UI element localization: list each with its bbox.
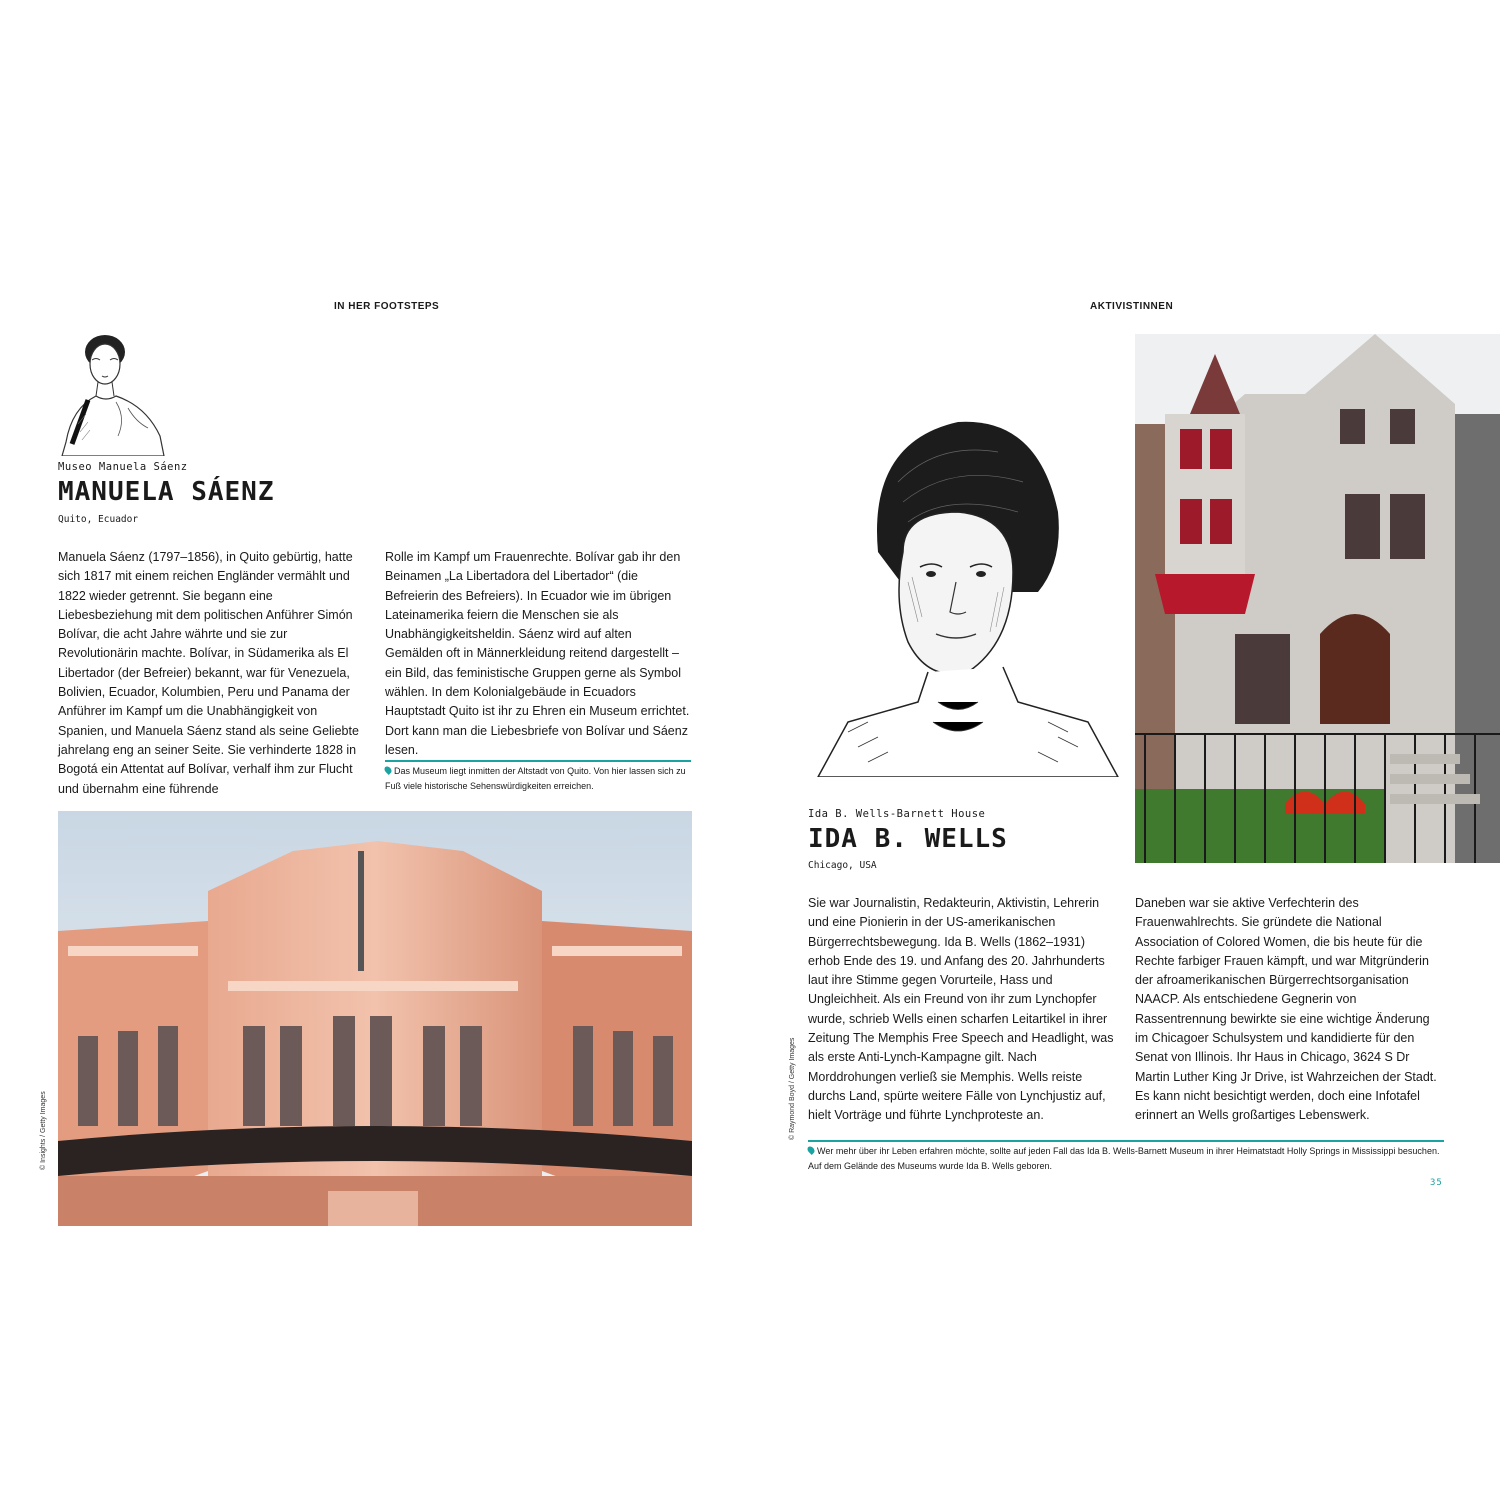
left-museum-name: Museo Manuela Sáenz [58, 461, 188, 473]
left-photo-credit: © Insights / Getty Images [40, 1091, 47, 1170]
left-body-column-2: Rolle im Kampf um Frauenrechte. Bolívar gab ihr den Beinamen „La Libertadora del Libertador“ (die Befreierin des Befreiers). In Ecuador wie im übrigen Lateinamerika feiern die Menschen sie als Unabhängigkeitsheldin. Sáenz wird auf alten Gemälden oft in Männerkleidung reitend dargestellt – ein Bild, das feministische Gruppen gerne als Symbol wählen. In dem Kolonialgebäude in Ecuadors Hauptstadt Quito ist ihr zu Ehren ein Museum errichtet. Dort kann man die Liebesbriefe von Bolívar und Sáenz lesen. [385, 550, 690, 757]
right-location: Chicago, USA [808, 860, 877, 871]
right-tip-note: Wer mehr über ihr Leben erfahren möchte, sollte auf jeden Fall das Ida B. Wells-Barnett Museum in ihrer Heimatstadt Holly Springs in Mississippi besuchen. Auf dem Gelände des Museums wurde Ida B. Wells geboren. [808, 1140, 1444, 1173]
wells-house-photo [1135, 334, 1500, 863]
museum-building-photo [58, 811, 692, 1226]
right-photo-credit: © Raymond Boyd / Getty Images [789, 1037, 796, 1140]
left-heading: MANUELA SÁENZ [58, 477, 275, 507]
page-number: 35 [1430, 1178, 1443, 1188]
right-heading: IDA B. WELLS [808, 824, 1008, 854]
left-body-column-1: Manuela Sáenz (1797–1856), in Quito gebürtig, hatte sich 1817 mit einem reichen Engländer vermählt und 1822 wieder getrennt. Sie begann eine Liebesbeziehung mit dem politischen Anführer Simón Bolívar, die acht Jahre währte und sie zur Revolutionärin machte. Bolívar, in Südamerika als El Libertador (der Befreier) bekannt, war für Venezuela, Bolivien, Ecuador, Kolumbien, Peru und Panama der Anführer im Kampf um die Unabhängigkeit von Spanien, und Manuela Sáenz stand als seine Geliebte jahrelang eng an seiner Seite. Sie verhinderte 1828 in Bogotá ein Attentat auf Bolívar, verhalf ihm zur Flucht und übernahm eine führende [58, 550, 359, 796]
right-body-column-2: Daneben war sie aktive Verfechterin des Frauenwahlrechts. Sie gründete die National Association of Colored Women, die bis heute für die Rechte farbiger Frauen kämpft, und war Mitgründerin der afroamerikanischen Bürgerrechtsorganisation NAACP. Als entschiedene Gegnerin von Rassentrennung bewirkte sie eine wichtige Änderung im Chicagoer Schulsystem und kandidierte für den Senat von Illinois. Ihr Haus in Chicago, 3624 S Dr Martin Luther King Jr Drive, ist Wahrzeichen der Stadt. Es kann nicht besichtigt werden, doch eine Infotafel erinnert an Wells großartiges Lebenswerk. [1135, 896, 1437, 1123]
location-pin-icon [806, 1145, 816, 1155]
location-pin-icon [383, 765, 393, 775]
wells-portrait-illustration [808, 402, 1123, 777]
saenz-portrait-illustration [58, 324, 168, 456]
right-museum-name: Ida B. Wells-Barnett House [808, 808, 986, 820]
left-location: Quito, Ecuador [58, 514, 139, 525]
left-tip-note: Das Museum liegt inmitten der Altstadt von Quito. Von hier lassen sich zu Fuß viele historische Sehenswürdigkeiten erreichen. [385, 760, 691, 793]
right-running-header: AKTIVISTINNEN [1090, 301, 1174, 312]
left-running-header: IN HER FOOTSTEPS [334, 301, 440, 312]
right-body-column-1: Sie war Journalistin, Redakteurin, Aktivistin, Lehrerin und eine Pionierin in der US-amerikanischen Bürgerrechtsbewegung. Ida B. Wells (1862–1931) erhob Ende des 19. und Anfang des 20. Jahrhunderts laut ihre Stimme gegen Vorurteile, Hass und Ungleichheit. Als ein Freund von ihr zum Lynchopfer wurde, schrieb Wells einen scharfen Leitartikel in ihrer Zeitung The Memphis Free Speech and Headlight, was als erste Anti-Lynch-Kampagne gilt. Nach Morddrohungen verließ sie Memphis. Wells reiste durchs Land, spürte weitere Fälle von Lynchjustiz auf, hielt Vorträge und führte Lynchproteste an. [808, 896, 1114, 1123]
